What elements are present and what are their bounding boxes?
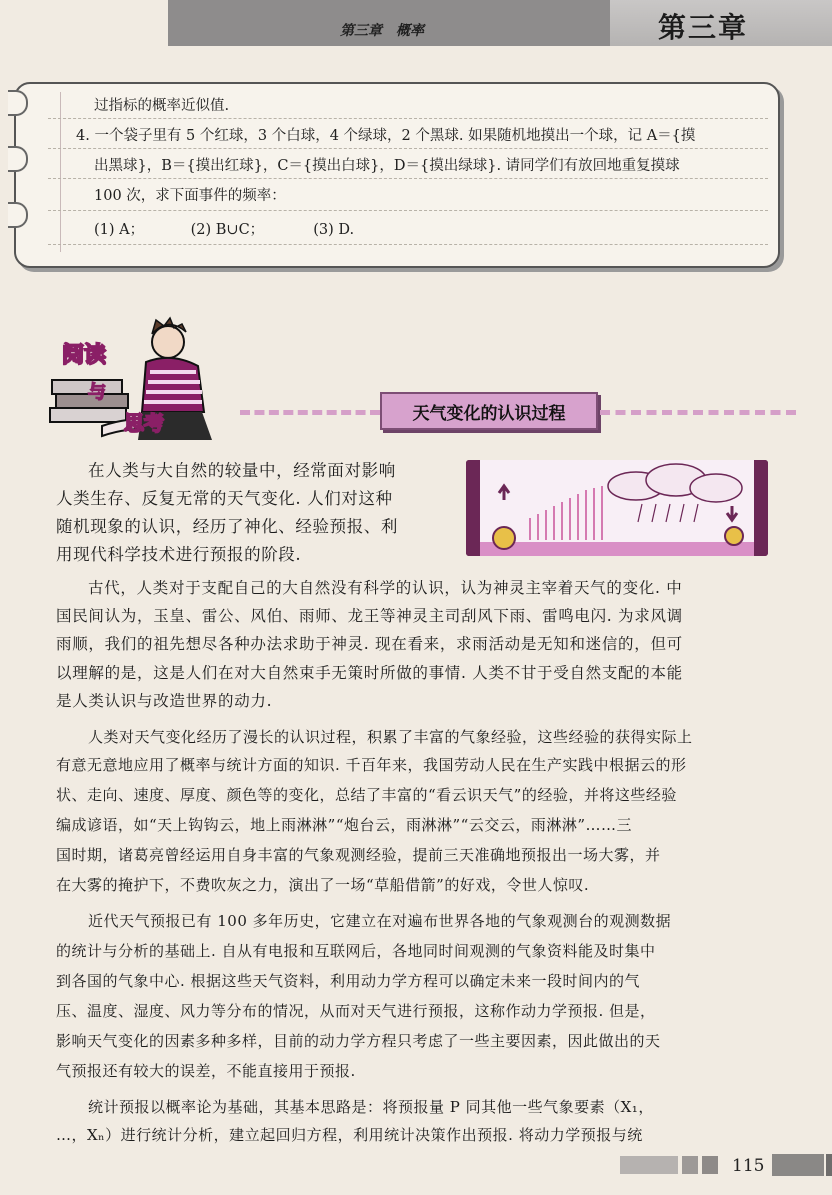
exercise-box <box>14 82 780 268</box>
section-divider-right <box>600 410 796 415</box>
body-line: 的统计与分析的基础上. 自从有电报和互联网后，各地同时间观测的气象资料能及时集中 <box>56 942 656 960</box>
body-line: …，Xₙ）进行统计分析，建立起回归方程，利用统计决策作出预报. 将动力学预报与统 <box>56 1126 643 1144</box>
body-line: 近代天气预报已有 100 多年历史，它建立在对遍布世界各地的气象观测台的观测数据 <box>88 912 672 930</box>
badge-and: 与 <box>88 382 106 403</box>
badge-think: 思考 <box>124 411 164 435</box>
ruled-line <box>48 178 768 179</box>
body-line: 气预报还有较大的误差，不能直接用于预报. <box>56 1062 356 1080</box>
answer-item: (3) D. <box>313 222 355 238</box>
exercise-line: 4. 一个袋子里有 5 个红球，3 个白球，4 个绿球，2 个黑球. 如果随机地摸出一个球，记 A＝{摸 <box>76 128 696 144</box>
weather-illustration <box>466 460 768 556</box>
badge-read: 阅读 <box>62 343 107 368</box>
body-line: 国民间认为，玉皇、雷公、风伯、雨师、龙王等神灵主司刮风下雨、雷鸣电闪. 为求风调 <box>56 607 683 625</box>
footer-bar <box>620 1152 832 1178</box>
page-number: 115 <box>732 1156 765 1176</box>
sun-icon <box>725 527 743 545</box>
binder-ring-icon <box>8 146 28 172</box>
section-title-box <box>380 392 598 430</box>
body-line: 古代，人类对于支配自己的大自然没有科学的认识，认为神灵主宰着天气的变化. 中 <box>88 579 683 597</box>
ruled-line <box>48 148 768 149</box>
exercise-line: 过指标的概率近似值. <box>94 98 230 114</box>
answer-item: (1) A； <box>94 222 145 238</box>
body-line: 状、走向、速度、厚度、颜色等的变化，总结了丰富的“看云识天气”的经验，并将这些经验 <box>56 786 677 804</box>
body-line: 以理解的是，这是人们在对大自然束手无策时所做的事情. 人类不甘于受自然支配的本能 <box>56 664 683 682</box>
binder-ring-icon <box>8 90 28 116</box>
body-line: 压、温度、湿度、风力等分布的情况，从而对天气进行预报，这称作动力学预报. 但是， <box>56 1002 656 1020</box>
exercise-line: 出黑球}，B＝{摸出红球}，C＝{摸出白球}，D＝{摸出绿球}. 请同学们有放回地重复摸球 <box>94 158 680 174</box>
section-title: 天气变化的认识过程 <box>412 404 566 424</box>
body-line: 在大雾的掩护下，不费吹灰之力，演出了一场“草船借箭”的好戏，令世人惊叹. <box>56 876 590 894</box>
section-divider-left <box>240 410 380 415</box>
body-line: 人类对天气变化经历了漫长的认识过程，积累了丰富的气象经验，这些经验的获得实际上 <box>88 728 693 746</box>
body-line: 影响天气变化的因素多种多样，目前的动力学方程只考虑了一些主要因素，因此做出的天 <box>56 1032 661 1050</box>
ruled-line <box>48 118 768 119</box>
ruled-line <box>48 244 768 245</box>
body-line: 人类生存、反复无常的天气变化. 人们对这种 <box>56 489 393 508</box>
body-line: 国时期，诸葛亮曾经运用自身丰富的气象观测经验，提前三天准确地预报出一场大雾，并 <box>56 846 661 864</box>
running-title: 第三章 概率 <box>340 23 424 39</box>
answer-item: (2) B∪C； <box>190 222 265 238</box>
reader-illustration <box>42 314 242 454</box>
body-line: 是人类认识与改造世界的动力. <box>56 692 273 710</box>
body-line: 在人类与大自然的较量中，经常面对影响 <box>88 461 396 480</box>
ruled-line <box>48 210 768 211</box>
body-line: 随机现象的认识，经历了神化、经验预报、利 <box>56 517 398 536</box>
margin-line <box>60 92 61 252</box>
body-line: 编成谚语，如“天上钩钩云，地上雨淋淋”“炮台云，雨淋淋”“云交云，雨淋淋”……三 <box>56 816 633 834</box>
exercise-line: 100 次，求下面事件的频率： <box>94 188 286 204</box>
chapter-label: 第三章 <box>658 11 749 44</box>
binder-ring-icon <box>8 202 28 228</box>
body-line: 到各国的气象中心. 根据这些天气资料，利用动力学方程可以确定未来一段时间内的气 <box>56 972 641 990</box>
answer-row <box>94 220 354 240</box>
sun-icon <box>493 527 515 549</box>
body-line: 用现代科学技术进行预报的阶段. <box>56 545 302 564</box>
body-line: 雨顺，我们的祖先想尽各种办法求助于神灵. 现在看来，求雨活动是无知和迷信的，但可 <box>56 635 683 653</box>
body-line: 有意无意地应用了概率与统计方面的知识. 千百年来，我国劳动人民在生产实践中根据云的形 <box>56 756 687 774</box>
body-line: 统计预报以概率论为基础，其基本思路是：将预报量 P 同其他一些气象要素（X₁， <box>88 1098 654 1116</box>
